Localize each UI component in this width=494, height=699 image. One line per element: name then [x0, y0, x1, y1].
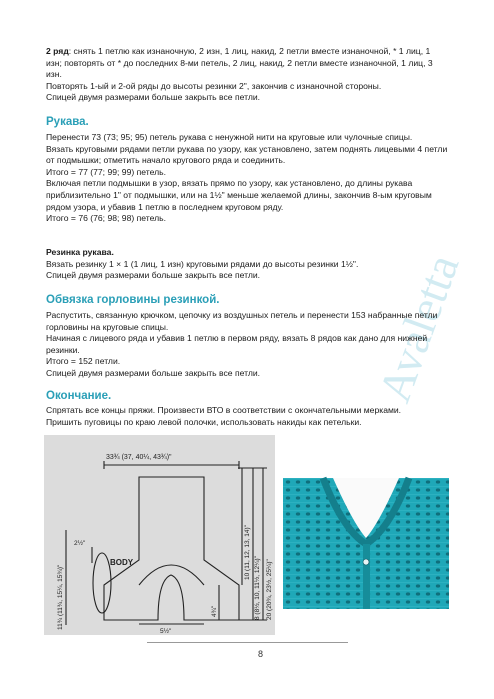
sleeves-p1: Перенести 73 (73; 95; 95) петель рукава с ненужной нити на круговые или чулочные спицы.: [46, 132, 413, 142]
neckband-heading: Обвязка горловины резинкой.: [46, 294, 220, 306]
finishing-heading: Окончание.: [46, 390, 112, 402]
neckband-p4: Спицей двумя размерами больше закрыть все петли.: [46, 367, 261, 378]
row2-bindoff: Спицей двумя размерами больше закрыть все петли.: [46, 92, 261, 103]
label-left-long: 11¾ (11¾, 15¼, 15¾)": [57, 564, 64, 630]
sleeves-heading: Рукава.: [46, 116, 89, 128]
label-right-a: 10 (11, 12, 13, 14)": [244, 525, 251, 580]
finishing-p1: Спрятать все концы пряжи. Произвести ВТО в соответствии с окончательными мерками.: [46, 405, 402, 415]
footer-divider: [147, 642, 348, 643]
sleeve-rib-bindoff: Спицей двумя размерами больше закрыть все петли.: [46, 270, 261, 281]
page-number: 8: [258, 649, 264, 659]
sleeves-p3: Итого = 77 (77; 99; 99) петель.: [46, 166, 166, 177]
sleeves-p4: Включая петли подмышки в узор, вязать прямо по узору, как установлено, до длины рукава приблизительно 1" от подмышки, или на 1½" меньше желаемой длины, закончив 8-ым круговым рядом узора, и убавив 1 петлю в последнем круговом ряду.: [46, 178, 432, 212]
row2-repeat: Повторять 1-ый и 2-ой ряды до высоты резинки 2", закончив с изнаночной стороны.: [46, 80, 382, 91]
row2-block: [46, 46, 448, 104]
sleeves-block: [46, 132, 448, 225]
label-center-height: 4¾": [211, 605, 218, 617]
sleeve-rib-block: [46, 247, 448, 282]
sleeves-p2: Вязать круговыми рядами петли рукава по узору, как установлено, затем поднять лицевыми 4 петли от подмышки; отметить начало кругового ряда и соединить.: [46, 143, 448, 166]
label-body: BODY: [110, 558, 134, 567]
label-right-b: 8 (8½, 10, 11½, 12¼)": [254, 556, 261, 620]
sleeves-p5: Итого = 76 (76; 98; 98) петель.: [46, 213, 166, 224]
finishing-block: [46, 405, 448, 428]
schematic-diagram: [44, 435, 275, 635]
finishing-p2: Пришить пуговицы по краю левой полочки, использовать накиды как петельки.: [46, 416, 362, 427]
sleeve-rib-text: Вязать резинку 1 × 1 (1 лиц, 1 изн) круговыми рядами до высоты резинки 1½".: [46, 258, 359, 269]
label-left-short: 2½": [74, 540, 86, 547]
sleeve-rib-heading: Резинка рукава.: [46, 247, 114, 257]
button-band: [363, 544, 370, 609]
knit-photo: [283, 478, 449, 609]
watermark-text: Avaletta: [368, 247, 469, 409]
row2-text: : снять 1 петлю как изнаночную, 2 изн, 1 лиц, накид, 2 петли вместе изнаночной, * 1 лиц, 1 изн; повторять от * до последних 8-ми петель, 2 лиц, накид, 2 петли вместе изнаночной, 1 лиц, 3 изн.: [46, 46, 433, 80]
neckband-p2: Начиная с лицевого ряда и убавив 1 петлю в первом ряду, вязать 8 рядов как дано для нижней резинки.: [46, 333, 428, 355]
label-top-width: 33¾ (37, 40¼, 43¾)": [106, 454, 172, 461]
neckband-p3: Итого = 152 петли.: [46, 356, 121, 367]
right-dimension-lines: [238, 468, 267, 620]
neckband-block: [46, 310, 448, 380]
row2-label: 2 ряд: [46, 46, 69, 56]
schematic-svg: [44, 435, 275, 635]
top-dimension-line: [104, 461, 239, 469]
button-shape: [363, 559, 369, 565]
label-right-c: 20 (20¾, 23½, 25¼)": [266, 559, 273, 620]
label-bottom-width: 5½": [160, 628, 172, 635]
sleeve-oval: [93, 553, 111, 613]
neckband-p1: Распустить, связанную крючком, цепочку из воздушных петель и перенести 153 набранные петли горловины на круговые спицы.: [46, 310, 438, 332]
